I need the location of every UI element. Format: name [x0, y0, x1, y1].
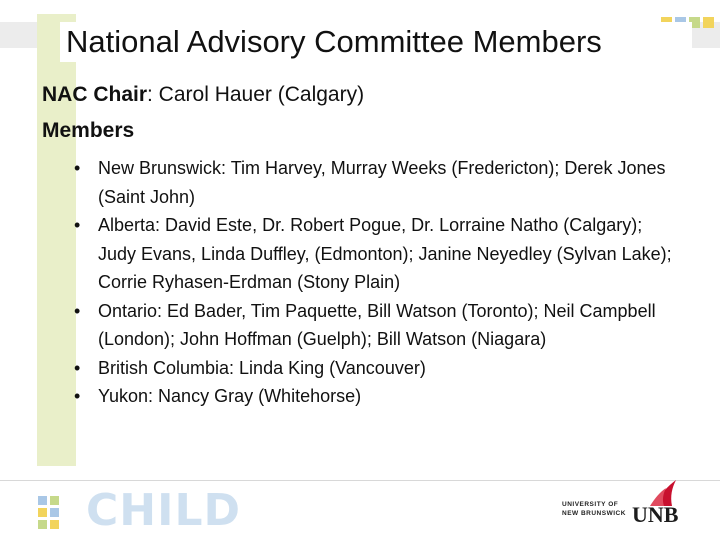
list-item-text: Alberta: David Este, Dr. Robert Pogue, Dr. Lorraine Natho (Calgary); Judy Evans, Linda Duffley, (Edmonton); Janine Neyedley (Sylvan Lake); Corrie Ryhasen-Erdman (Stony Plain): [98, 215, 672, 292]
list-item: [74, 154, 682, 211]
unb-name-line2: NEW BRUNSWICK: [562, 510, 626, 517]
list-item-text: Yukon: Nancy Gray (Whitehorse): [98, 386, 362, 406]
list-item-text: British Columbia: Linda King (Vancouver): [98, 357, 426, 378]
bullet-icon: •: [74, 158, 81, 178]
chair-label: NAC Chair: [42, 83, 148, 106]
list-item: [74, 382, 682, 411]
unb-logo: [560, 480, 680, 540]
slide-title: National Advisory Committee Members: [60, 22, 692, 62]
footer: [0, 480, 720, 540]
child-logo: [38, 485, 242, 536]
unb-name-line1: UNIVERSITY OF: [562, 501, 619, 508]
chair-line: [42, 80, 682, 110]
bullet-icon: •: [74, 300, 81, 321]
square-yellow-2: [703, 17, 714, 28]
unb-name: [562, 500, 626, 518]
bullet-icon: •: [74, 215, 81, 235]
members-list: [74, 154, 682, 411]
list-item-text: New Brunswick: Tim Harvey, Murray Weeks (Fredericton); Derek Jones (Saint John): [98, 158, 666, 207]
list-item-text: Ontario: Ed Bader, Tim Paquette, Bill Watson (Toronto); Neil Campbell (London); John Hoffman (Guelph); Bill Watson (Niagara): [98, 300, 656, 349]
list-item: [74, 297, 682, 354]
child-logo-text: CHILD: [86, 485, 242, 536]
unb-wordmark: UNB: [632, 502, 679, 527]
chair-value: : Carol Hauer (Calgary): [147, 83, 365, 106]
bullet-icon: •: [74, 357, 81, 378]
list-item: [74, 211, 682, 297]
members-heading: Members: [42, 119, 135, 142]
child-squares-icon: [38, 490, 78, 530]
slide-body: [42, 80, 682, 411]
list-item: [74, 354, 682, 383]
bullet-icon: •: [74, 386, 81, 406]
